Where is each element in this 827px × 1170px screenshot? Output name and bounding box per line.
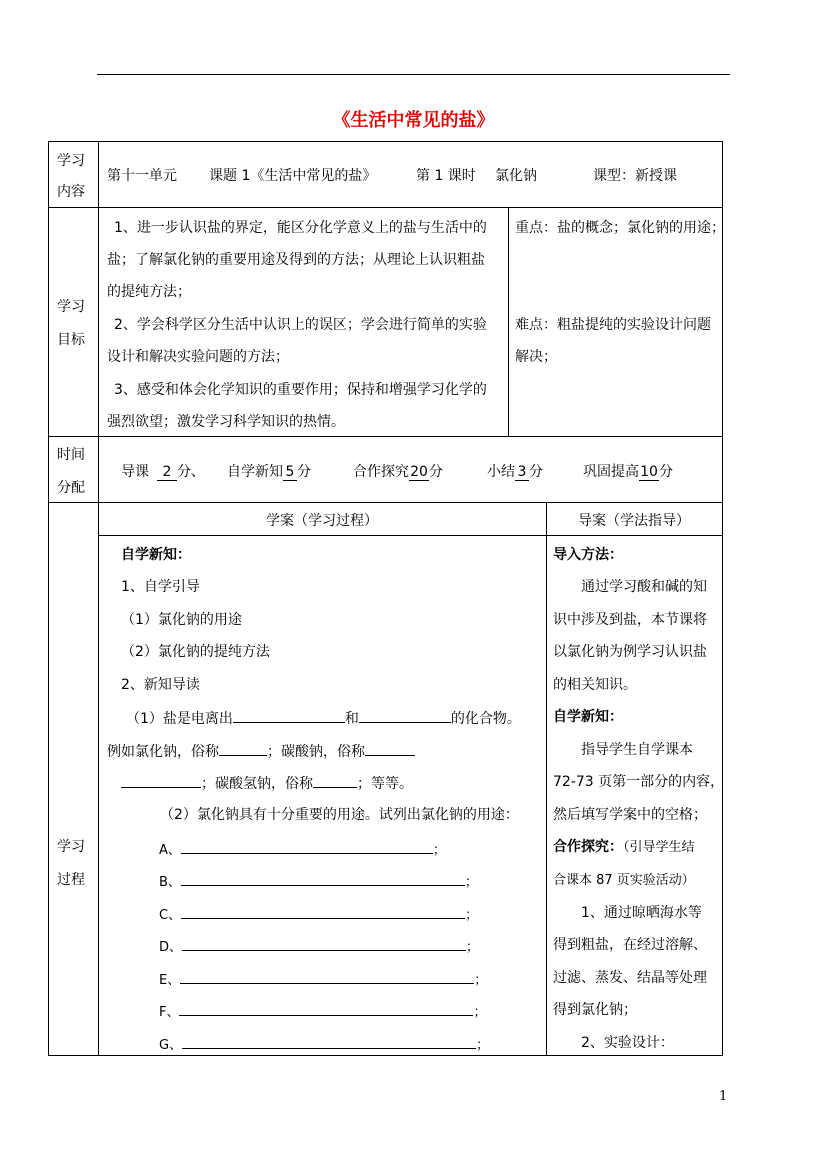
lesson-text: 课题 1《生活中常见的盐》 — [209, 168, 377, 184]
topic-text: 氯化钠 — [495, 168, 537, 184]
objective-line: 强烈欲望；激发学习科学知识的热情。 — [107, 414, 345, 430]
teacher-guide-header: 导案（学法指导） — [578, 513, 690, 529]
time-item-consolidation: 巩固提高10分 — [583, 464, 673, 480]
row-label-line1: 学习 — [57, 299, 85, 315]
fill-blank[interactable] — [313, 771, 357, 788]
guide-text: 的相关知识。 — [553, 677, 637, 693]
time-item-summary: 小结 3 分 — [487, 464, 543, 480]
guide-text: 指导学生自学课本 — [581, 742, 693, 758]
guide-text: 然后填写学案中的空格； — [553, 807, 707, 823]
guide-text: 合课本 87 页实验活动） — [553, 873, 695, 888]
cooperation-heading: 合作探究：（引导学生结 — [553, 839, 695, 855]
row-label-line2: 目标 — [57, 332, 85, 348]
use-line-b: B、 ； — [159, 869, 478, 890]
header-rule — [97, 74, 730, 75]
guide-text: 通过学习酸和碱的知 — [581, 579, 707, 595]
guide-text: 识中涉及到盐，本节课将 — [553, 612, 707, 628]
difficulty-text-line2: 解决； — [515, 349, 557, 365]
use-line-c: C、 ； — [159, 902, 478, 923]
fill-blank[interactable] — [233, 706, 345, 723]
fill-blank[interactable] — [182, 934, 466, 951]
question-common-names-cont: ；碳酸氢钠，俗称 ；等等。 — [121, 771, 413, 793]
row-label-line2: 过程 — [57, 872, 85, 888]
lesson-type-text: 课型：新授课 — [593, 168, 677, 184]
fill-blank[interactable] — [219, 739, 267, 756]
guide-item: 2、新知导读 — [121, 677, 200, 693]
guide-text: 72-73 页第一部分的内容， — [553, 774, 725, 790]
objective-line: 1、进一步认识盐的界定，能区分化学意义上的盐与生活中的 — [114, 220, 487, 236]
fill-blank[interactable] — [182, 1032, 476, 1049]
use-line-a: A、 ； — [159, 837, 446, 858]
time-item-intro: 导课 2 分、 — [121, 464, 205, 480]
period-text: 第 1 课时 — [416, 168, 476, 184]
self-study-heading: 自学新知： — [121, 547, 191, 563]
fill-blank[interactable] — [180, 967, 474, 984]
fill-blank[interactable] — [359, 706, 451, 723]
row-label-line1: 学习 — [57, 153, 85, 169]
guide-text: 2、实验设计： — [581, 1035, 674, 1051]
row-label-line2: 分配 — [57, 480, 85, 496]
question-common-names: 例如氯化钠，俗称 ；碳酸钠，俗称 — [107, 739, 415, 761]
guide-text: 得到氯化钠； — [553, 1002, 637, 1018]
use-line-e: E、 ； — [159, 967, 487, 988]
use-line-g: G、 ； — [159, 1032, 489, 1053]
use-line-f: F、 ； — [159, 999, 487, 1020]
difficulty-text-line1: 难点：粗盐提纯的实验设计问题 — [515, 317, 711, 333]
question-uses: （2）氯化钠具有十分重要的用途。试列出氯化钠的用途： — [160, 807, 519, 823]
row-label-line1: 学习 — [57, 839, 85, 855]
row-label-line1: 时间 — [57, 447, 85, 463]
page-title: 《生活中常见的盐》 — [332, 110, 495, 131]
student-plan-header: 学案（学习过程） — [266, 513, 378, 529]
objective-line: 的提纯方法； — [107, 284, 191, 300]
time-item-selfstudy: 自学新知 5 分 — [227, 464, 311, 480]
guide-text: 1、通过晾晒海水等 — [581, 905, 702, 921]
objective-line: 2、学会科学区分生活中认识上的误区；学会进行简单的实验 — [114, 317, 487, 333]
guide-item: 1、自学引导 — [121, 579, 200, 595]
objective-line: 盐；了解氯化钠的重要用途及得到的方法；从理论上认识粗盐 — [107, 252, 485, 268]
fill-blank[interactable] — [179, 999, 473, 1016]
self-study-guide-heading: 自学新知： — [553, 709, 623, 725]
row-label-line2: 内容 — [57, 184, 85, 200]
time-item-cooperation: 合作探究20分 — [353, 464, 443, 480]
page-number: 1 — [719, 1089, 728, 1104]
guide-text: 以氯化钠为例学习认识盐 — [553, 644, 707, 660]
objective-line: 3、感受和体会化学知识的重要作用；保持和增强学习化学的 — [114, 382, 487, 398]
fill-blank[interactable] — [181, 869, 465, 886]
key-point-text: 重点：盐的概念；氯化钠的用途； — [515, 220, 725, 236]
fill-blank[interactable] — [365, 739, 415, 756]
use-line-d: D、 ； — [159, 934, 479, 955]
fill-blank[interactable] — [181, 837, 433, 854]
guide-item: （2）氯化钠的提纯方法 — [121, 644, 270, 660]
guide-text: 过滤、蒸发、结晶等处理 — [553, 970, 707, 986]
guide-item: （1）氯化钠的用途 — [121, 612, 242, 628]
unit-text: 第十一单元 — [107, 168, 177, 184]
fill-blank[interactable] — [121, 771, 201, 788]
fill-blank[interactable] — [181, 902, 465, 919]
intro-method-heading: 导入方法： — [553, 547, 623, 563]
question-salt-definition: （1）盐是电离出 和 的化合物。 — [126, 706, 521, 728]
guide-text: 得到粗盐，在经过溶解、 — [553, 937, 707, 953]
objective-line: 设计和解决实验问题的方法； — [107, 349, 289, 365]
